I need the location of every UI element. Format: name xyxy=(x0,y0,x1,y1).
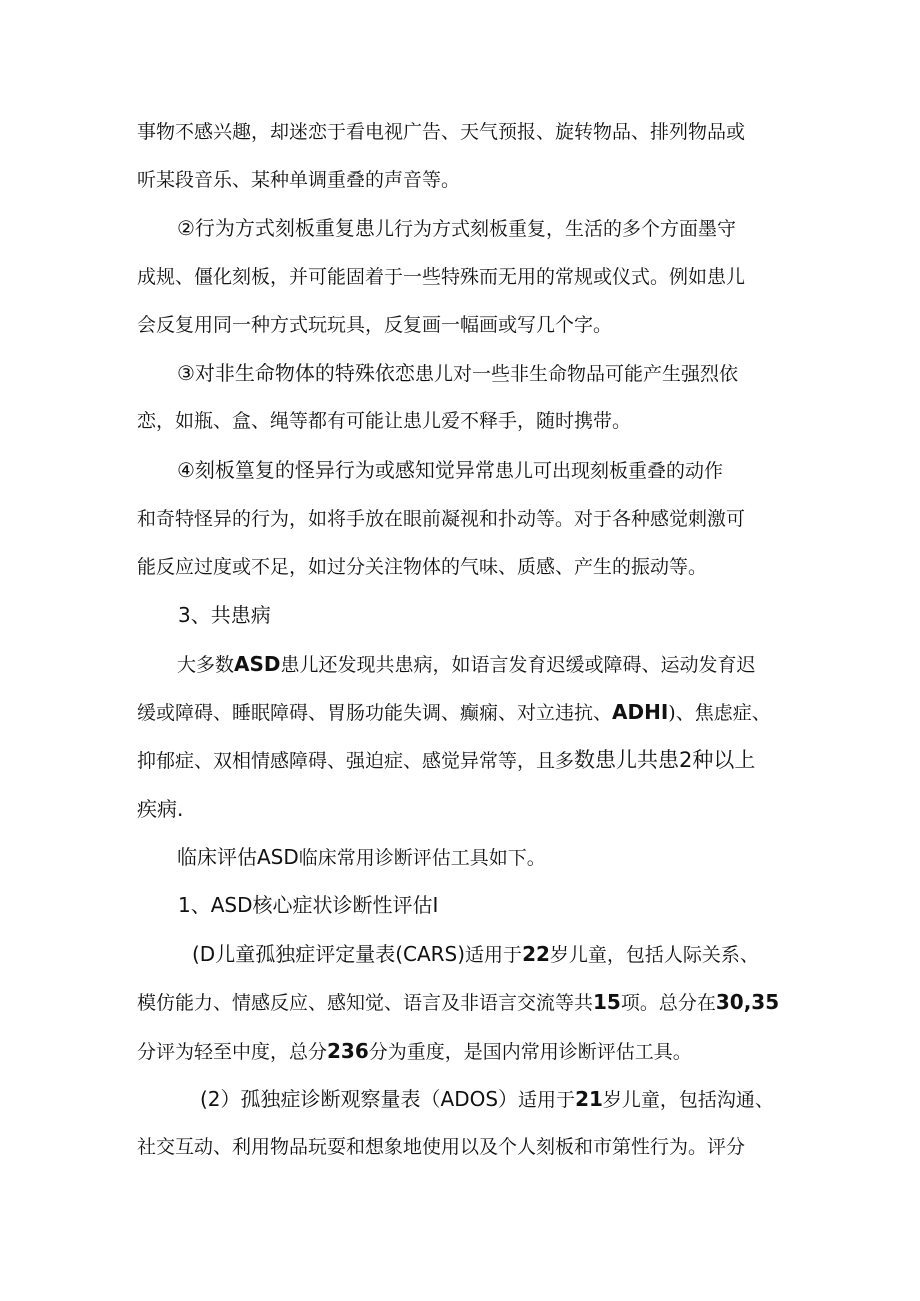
text: 分评为轻至中度，总分 xyxy=(137,1041,328,1063)
text: 临床常用诊断评估工具如下。 xyxy=(298,847,546,869)
text: 患儿还发现共患病，如语言发育迟缓或障碍、运动发育迟 xyxy=(280,654,756,676)
text: )、焦虑症、 xyxy=(668,702,771,724)
paragraph-line xyxy=(137,555,707,579)
text: 适用于 xyxy=(465,944,523,966)
text-emphasis: 临床评估ASD xyxy=(177,845,299,869)
text: 成规、僵化刻板，并可能固着于一些特殊而无用的常规或仪式。例如患儿 xyxy=(137,266,746,288)
text-bold: 236 xyxy=(327,1039,369,1063)
text: 能反应过度或不足，如过分关注物体的气味、质感、产生的振动等。 xyxy=(137,556,708,578)
paragraph-line xyxy=(137,168,460,192)
text: 岁儿童，包括人际关系、 xyxy=(549,944,759,966)
paragraph-line xyxy=(137,409,631,433)
text: 社交互动、利用物品玩耍和想象地使用以及个人刻板和市第性行为。评分 xyxy=(137,1136,746,1158)
text: 会反复用同一种方式玩玩具，反复画一幅画或写几个字。 xyxy=(137,314,613,336)
paragraph-line xyxy=(137,265,745,289)
text-bold: 30,35 xyxy=(715,990,780,1014)
text-emphasis: 数患儿共患2种以上 xyxy=(574,748,756,772)
item-heading: (D儿童孤独症评定量表(CARS) xyxy=(192,942,466,966)
paragraph-line xyxy=(137,797,183,822)
paragraph-line xyxy=(200,1087,774,1112)
text-bold: 22 xyxy=(522,942,550,966)
item-heading: ③对非生命物体的特殊依恋 xyxy=(177,361,415,385)
paragraph-line xyxy=(177,652,756,677)
item-heading: (2）孤独症诊断观察量表（ADOS） xyxy=(200,1087,519,1111)
text: 岁儿童，包括沟通、 xyxy=(602,1089,774,1111)
text: 大多数 xyxy=(177,654,235,676)
paragraph-line xyxy=(137,700,771,725)
text: 事物不感兴趣，却迷恋于看电视广告、天气预报、旋转物品、排列物品或 xyxy=(137,121,746,143)
text-bold: 15 xyxy=(593,990,621,1014)
text: 缓或障碍、睡眠障碍、胃肠功能失调、癫痫、对立违抗、 xyxy=(137,702,613,724)
text: 恋，如瓶、盒、绳等都有可能让患儿爱不释手，随时携带。 xyxy=(137,410,632,432)
item-heading: ④刻板篁复的怪异行为或感知觉异常 xyxy=(177,458,495,482)
paragraph-line xyxy=(137,990,779,1015)
section-3-title: 3、共患病 xyxy=(178,603,271,627)
text: 患儿对一些非生命物品可能产生强烈依 xyxy=(414,363,738,385)
paragraph-line xyxy=(137,1039,692,1064)
paragraph-line xyxy=(177,361,738,386)
paragraph-line xyxy=(137,507,745,531)
paragraph-line xyxy=(137,748,755,773)
subsection-heading xyxy=(178,893,438,918)
text-bold: ADHI xyxy=(612,700,669,724)
paragraph-line xyxy=(192,942,759,967)
text: 疾病. xyxy=(137,797,184,821)
subsection-1-title: 1、ASD核心症状诊断性评估I xyxy=(178,893,439,917)
paragraph-line xyxy=(177,458,723,483)
text: 听某段音乐、某种单调重叠的声音等。 xyxy=(137,169,461,191)
section-heading xyxy=(178,603,271,628)
paragraph-line xyxy=(177,216,736,241)
text: 和奇特怪异的行为，如将手放在眼前凝视和扑动等。对于各种感觉刺激可 xyxy=(137,508,746,530)
paragraph-line xyxy=(137,313,612,337)
text: 抑郁症、双相情感障碍、强迫症、感觉异常等，且多 xyxy=(137,750,575,772)
paragraph-line xyxy=(137,1135,745,1159)
text: 患儿可出现刻板重叠的动作 xyxy=(494,460,723,482)
paragraph-line xyxy=(137,120,745,144)
item-heading: ②行为方式刻板重复患 xyxy=(177,216,375,240)
text-bold: ASD xyxy=(234,652,281,676)
paragraph-line xyxy=(177,845,546,870)
text: 项。总分在 xyxy=(620,992,716,1014)
text-bold: 21 xyxy=(575,1087,603,1111)
text: 分为重度，是国内常用诊断评估工具。 xyxy=(368,1041,692,1063)
text: 模仿能力、情感反应、感知觉、语言及非语言交流等共 xyxy=(137,992,594,1014)
text: 适用于 xyxy=(518,1089,576,1111)
text: 儿行为方式刻板重复，生活的多个方面墨守 xyxy=(374,218,736,240)
